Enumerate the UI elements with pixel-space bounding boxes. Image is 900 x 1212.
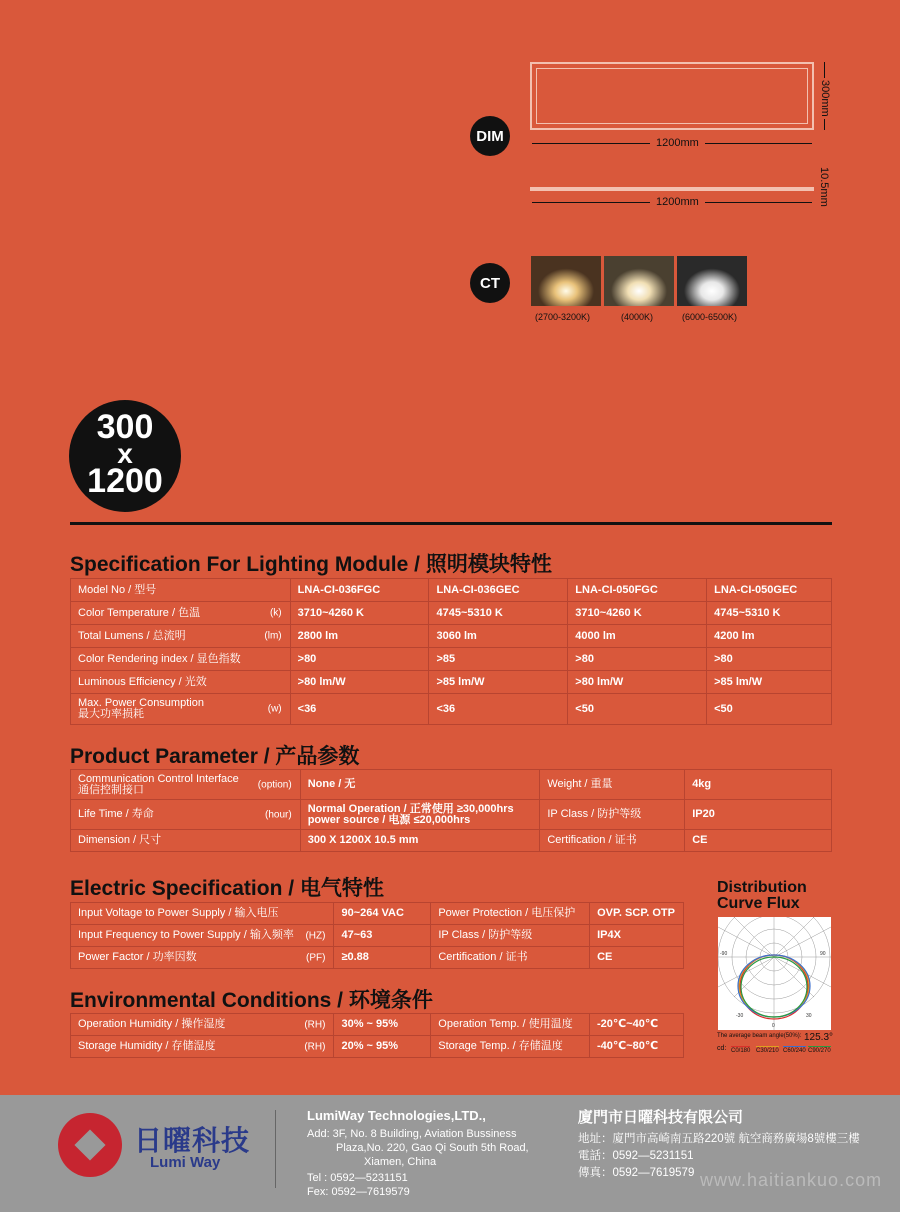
cell: <36 [290, 694, 429, 725]
table-row [71, 925, 684, 947]
row-label: Power Protection / 电压保护 [431, 903, 590, 925]
cell: >80 [707, 648, 832, 671]
electric-title: Electric Specification / 电气特性 [70, 877, 384, 900]
cell: -40℃~80℃ [590, 1036, 684, 1058]
cell: 3060 lm [429, 625, 568, 648]
cell: <50 [707, 694, 832, 725]
product-title: Product Parameter / 产品参数 [70, 745, 360, 768]
address-line-3: Xiamen, China [364, 1156, 437, 1168]
ct-badge: CT [470, 263, 510, 303]
row-label: Input Frequency to Power Supply / 输入频率 (HZ) [71, 925, 334, 947]
cell: 300 X 1200X 10.5 mm [300, 830, 540, 852]
row-label: Luminous Efficiency / 光效 [71, 671, 291, 694]
svg-text:90: 90 [820, 951, 826, 957]
size-badge-x: x [117, 438, 133, 469]
row-label: Certification / 证书 [540, 830, 685, 852]
panel-front-outline [530, 62, 814, 130]
table-row [71, 1036, 684, 1058]
company-name: LumiWay Technologies,LTD., [307, 1108, 486, 1123]
cell: CE [590, 947, 684, 969]
panel-side-outline [530, 187, 814, 191]
cd-label: cd: [717, 1045, 727, 1052]
table-row [71, 800, 832, 830]
cell: >80 [568, 648, 707, 671]
table-row [71, 579, 832, 602]
size-badge-width: 300 [96, 408, 154, 446]
address-line-1: Add: 3F, No. 8 Building, Aviation Bussiness [307, 1128, 517, 1140]
cell: 4745~5310 K [429, 602, 568, 625]
cell: >80 [290, 648, 429, 671]
logo-cn-text: 日曜科技 [134, 1125, 251, 1156]
polar-distribution-chart [718, 917, 831, 1030]
logo-en-text: Lumi Way [150, 1154, 221, 1171]
table-row [71, 770, 832, 800]
table-row [71, 947, 684, 969]
row-label: Operation Humidity / 操作湿度 (RH) [71, 1014, 334, 1036]
row-label: Color Temperature / 色温 (k) [71, 602, 291, 625]
thickness-label: 10.5mm [818, 167, 830, 207]
cell: LNA-CI-050GEC [707, 579, 832, 602]
width-label: 1200mm [650, 137, 705, 149]
section-divider [70, 522, 832, 525]
cell: <36 [429, 694, 568, 725]
legend-c90: C90/270 [808, 1048, 831, 1054]
cell: <50 [568, 694, 707, 725]
row-label: Weight / 重量 [540, 770, 685, 800]
ct-swatch-cool [677, 256, 747, 306]
cell: 4kg [685, 770, 832, 800]
size-badge [69, 400, 181, 512]
lighting-title: Specification For Lighting Module / 照明模块特性 [70, 553, 552, 576]
tel: Tel : 0592—5231151 [307, 1172, 408, 1184]
ct-swatch-neutral [604, 256, 674, 306]
watermark: www.haitiankuo.com [700, 1170, 883, 1190]
cell: 47~63 [334, 925, 431, 947]
side-width-label: 1200mm [650, 196, 705, 208]
dim-badge: DIM [470, 116, 510, 156]
ct-label-cool: (6000-6500K) [682, 312, 738, 322]
row-label: Operation Temp. / 使用温度 [431, 1014, 590, 1036]
cell: 2800 lm [290, 625, 429, 648]
lighting-table [70, 578, 832, 725]
fax: Fex: 0592—7619579 [307, 1186, 410, 1198]
cn-fax: 傳真：0592—7619579 [578, 1167, 695, 1179]
cell: 4200 lm [707, 625, 832, 648]
row-label: Max. Power Consumption 最大功率损耗 (w) [71, 694, 291, 725]
ct-label-neutral: (4000K) [621, 312, 654, 322]
row-label: Power Factor / 功率因数 (PF) [71, 947, 334, 969]
row-label: Dimension / 尺寸 [71, 830, 301, 852]
environment-title: Environmental Conditions / 环境条件 [70, 989, 433, 1012]
cell: >80 lm/W [568, 671, 707, 694]
cell: 3710~4260 K [290, 602, 429, 625]
height-label: 300mm [819, 80, 831, 117]
cn-tel: 電話：0592—5231151 [578, 1150, 694, 1162]
row-label: IP Class / 防护等级 [431, 925, 590, 947]
cell: IP20 [685, 800, 832, 830]
table-row [71, 903, 684, 925]
row-label: IP Class / 防护等级 [540, 800, 685, 830]
svg-text:-30: -30 [736, 1013, 744, 1019]
cell: LNA-CI-036GEC [429, 579, 568, 602]
cell: IP4X [590, 925, 684, 947]
product-table [70, 769, 832, 852]
address-line-2: Plaza,No. 220, Gao Qi South 5th Road, [336, 1142, 529, 1154]
electric-table [70, 902, 684, 969]
size-badge-length: 1200 [87, 462, 163, 500]
cell: LNA-CI-036FGC [290, 579, 429, 602]
cell: >85 lm/W [707, 671, 832, 694]
table-row [71, 625, 832, 648]
table-row [71, 694, 832, 725]
svg-text:30: 30 [806, 1013, 812, 1019]
cell: OVP. SCP. OTP [590, 903, 684, 925]
cell: 90~264 VAC [334, 903, 431, 925]
cell: >85 [429, 648, 568, 671]
table-row [71, 648, 832, 671]
cell: 3710~4260 K [568, 602, 707, 625]
row-label: Certification / 证书 [431, 947, 590, 969]
ct-label-warm: (2700-3200K) [535, 312, 591, 322]
cell: 4745~5310 K [707, 602, 832, 625]
row-label: Model No / 型号 [71, 579, 291, 602]
cell: >85 lm/W [429, 671, 568, 694]
table-row [71, 1014, 684, 1036]
row-label: Storage Temp. / 存储温度 [431, 1036, 590, 1058]
cell: Normal Operation / 正常使用 ≥30,000hrs power source / 电源 ≤20,000hrs [300, 800, 540, 830]
cell: >80 lm/W [290, 671, 429, 694]
footer-divider [275, 1110, 276, 1188]
row-label: Input Voltage to Power Supply / 输入电压 [71, 903, 334, 925]
ct-swatch-warm [531, 256, 601, 306]
beam-angle-value: 125.3° [804, 1032, 834, 1043]
cell: ≥0.88 [334, 947, 431, 969]
cn-company-name: 廈門市日曜科技有限公司 [578, 1109, 744, 1126]
legend-c0: C0/180 [731, 1048, 751, 1054]
cell: None / 无 [300, 770, 540, 800]
cell: 20% ~ 95% [334, 1036, 431, 1058]
table-row [71, 671, 832, 694]
table-row [71, 830, 832, 852]
cell: -20℃~40℃ [590, 1014, 684, 1036]
row-label: Life Time / 寿命 (hour) [71, 800, 301, 830]
distribution-title: Distribution Curve Flux [717, 879, 807, 912]
beam-angle-note: The average beam angle(50%): [717, 1033, 802, 1039]
legend-c30: C30/210 [756, 1048, 779, 1054]
cell: 30% ~ 95% [334, 1014, 431, 1036]
row-label: Storage Humidity / 存储湿度 (RH) [71, 1036, 334, 1058]
row-label: Total Lumens / 总流明 (lm) [71, 625, 291, 648]
cell: LNA-CI-050FGC [568, 579, 707, 602]
cn-address: 地址：廈門市高崎南五路220號 航空商務廣場8號樓三樓 [578, 1133, 860, 1145]
svg-text:-90: -90 [720, 951, 728, 957]
row-label: Color Rendering index / 显色指数 [71, 648, 291, 671]
cell: CE [685, 830, 832, 852]
table-row [71, 602, 832, 625]
legend-c60: C60/240 [783, 1048, 806, 1054]
row-label: Communication Control Interface 通信控制接口 (option) [71, 770, 301, 800]
svg-text:0: 0 [772, 1023, 775, 1029]
environment-table [70, 1013, 684, 1058]
cell: 4000 lm [568, 625, 707, 648]
